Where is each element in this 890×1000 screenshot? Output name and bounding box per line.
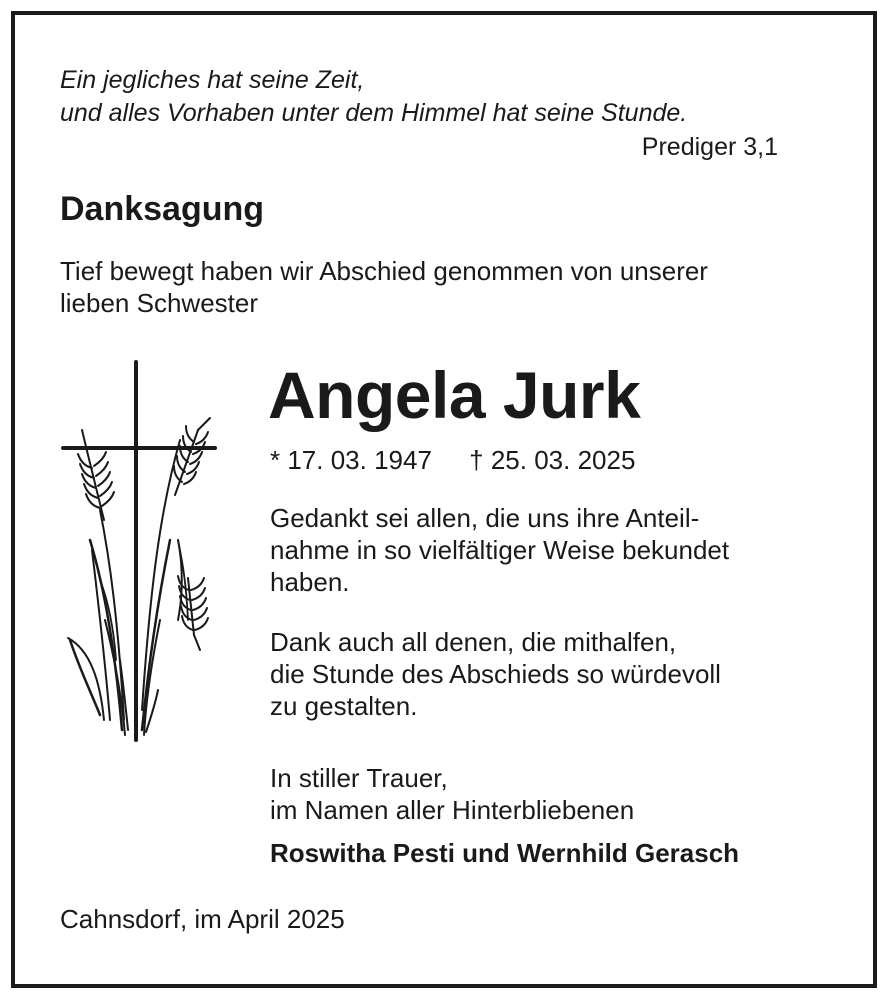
deceased-name: Angela Jurk [268,358,641,432]
signers: Roswitha Pesti und Wernhild Gerasch [270,838,740,868]
thanks-line-3: zu gestalten. [270,691,418,721]
bible-quote [60,64,687,130]
place-and-date: Cahnsdorf, im April 2025 [60,904,345,934]
death-date: † 25. 03. 2025 [469,445,636,475]
quote-source: Prediger 3,1 [641,133,778,161]
gratitude-line-3: haben. [270,567,350,597]
thanks-line-2: die Stunde des Abschieds so würdevoll [270,659,721,689]
quote-line-1: Ein jegliches hat seine Zeit, [60,66,365,94]
gratitude-line-2: nahme in so vielfältiger Weise bekundet [270,535,730,565]
intro-line-1: Tief bewegt haben wir Abschied genommen von unserer [60,256,708,286]
thanks-line-1: Dank auch all denen, die mithalfen, [270,627,677,657]
notice-heading: Danksagung [60,190,265,228]
life-dates [270,443,635,477]
gratitude-line-1: Gedankt sei allen, die uns ihre Anteil- [270,503,700,533]
quote-line-2: und alles Vorhaben unter dem Himmel hat seine Stunde. [60,99,688,127]
cross-with-wheat-icon [60,360,220,745]
birth-date: * 17. 03. 1947 [270,445,432,475]
intro-text [60,255,708,319]
closing-line-1: In stiller Trauer, [270,763,448,793]
closing-line-2: im Namen aller Hinterbliebenen [270,795,635,825]
closing-text [270,762,634,826]
intro-line-2: lieben Schwester [60,288,258,318]
thanks-paragraph [270,626,721,722]
gratitude-paragraph [270,502,729,598]
